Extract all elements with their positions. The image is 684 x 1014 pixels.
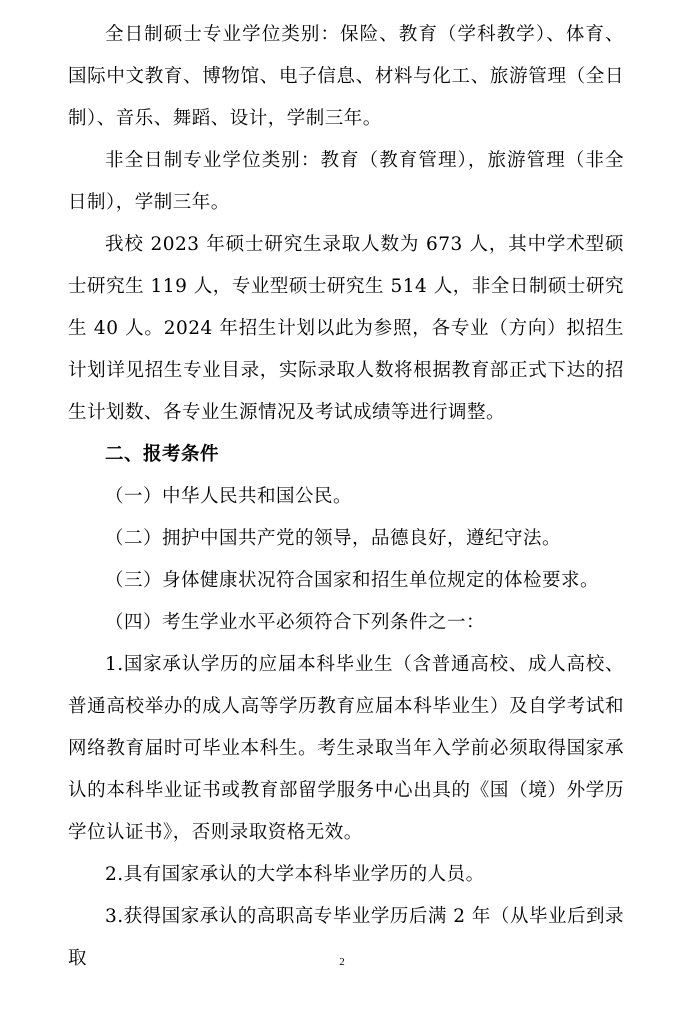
condition-item: （四）考生学业水平必须符合下列条件之一： (105, 612, 486, 633)
condition-item: （二）拥护中国共产党的领导，品德良好，遵纪守法。 (105, 528, 562, 549)
section-heading: 二、报考条件 (105, 444, 220, 465)
sub-condition-item: 2.具有国家承认的大学本科毕业学历的人员。 (105, 864, 485, 885)
paragraph-degree-categories: 全日制硕士专业学位类别：保险、教育（学科教学）、体育、国际中文教育、博物馆、电子信息、材料与化工、旅游管理（全日制）、音乐、舞蹈、设计，学制三年。 (68, 24, 624, 129)
condition-item: （三）身体健康状况符合国家和招生单位规定的体检要求。 (105, 570, 600, 591)
paragraph-part-time-categories: 非全日制专业学位类别：教育（教育管理），旅游管理（非全日制），学制三年。 (68, 150, 624, 213)
paragraph-enrollment-plan: 我校 2023 年硕士研究生录取人数为 673 人，其中学术型硕士研究生 119 人，专业型硕士研究生 514 人，非全日制硕士研究生 40 人。2024 年招生计划以此为参照，各专业（方向）拟招生计划详见招生专业目录，实际录取人数将根据教育部正式下达的招生计划数、各专业生源情况及考试成绩等进行调整。 (68, 234, 624, 423)
sub-condition-item: 3.获得国家承认的高职高专毕业学历后满 2 年（从毕业后到录取 (68, 906, 624, 969)
condition-item: （一）中华人民共和国公民。 (105, 486, 353, 507)
sub-condition-item: 1.国家承认学历的应届本科毕业生（含普通高校、成人高校、普通高校举办的成人高等学历教育应届本科毕业生）及自学考试和网络教育届时可毕业本科生。考生录取当年入学前必须取得国家承认的本科毕业证书或教育部留学服务中心出具的《国（境）外学历学位认证书》，否则录取资格无效。 (68, 654, 624, 843)
page-number: 2 (339, 956, 345, 968)
document-body (68, 14, 624, 980)
